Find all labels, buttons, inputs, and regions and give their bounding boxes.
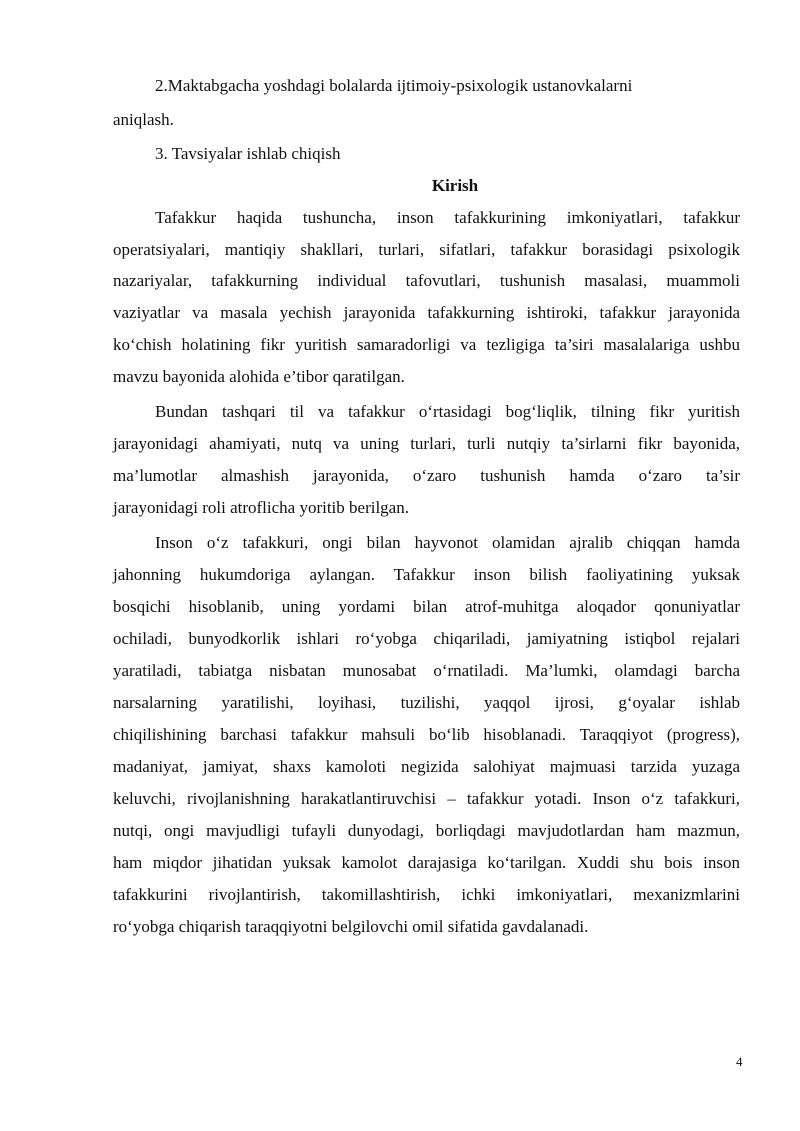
paragraph-1-line: nazariyalar, tafakkurning individual tafovutlari, tushunish masalasi, muammoli: [113, 271, 740, 290]
paragraph-1-line: Tafakkur haqida tushuncha, inson tafakkurining imkoniyatlari, tafakkur: [155, 208, 740, 227]
paragraph-3-line: keluvchi, rivojlanishning harakatlantiruvchisi – tafakkur yotadi. Inson o‘z tafakkuri,: [113, 789, 740, 808]
paragraph-3-line: ochiladi, bunyodkorlik ishlari ro‘yobga chiqariladi, jamiyatning istiqbol rejalari: [113, 629, 740, 648]
page-number: 4: [736, 1054, 743, 1069]
paragraph-1-line: ko‘chish holatining fikr yuritish samaradorligi va tezligiga ta’siri masalalariga ushbu: [113, 335, 740, 354]
paragraph-3-line: yaratiladi, tabiatga nisbatan munosabat o‘rnatiladi. Ma’lumki, olamdagi barcha: [113, 661, 740, 680]
paragraph-3-line: madaniyat, jamiyat, shaxs kamoloti negizida salohiyat majmuasi tarzida yuzaga: [113, 757, 740, 776]
paragraph-1-line: vaziyatlar va masala yechish jarayonida tafakkurning ishtiroki, tafakkur jarayonida: [113, 303, 740, 322]
paragraph-2-line: jarayonidagi roli atroflicha yoritib berilgan.: [113, 498, 409, 517]
list-item-3: 3. Tavsiyalar ishlab chiqish: [155, 144, 341, 163]
paragraph-1-line: mavzu bayonida alohida e’tibor qaratilgan.: [113, 367, 405, 386]
paragraph-2-line: Bundan tashqari til va tafakkur o‘rtasidagi bog‘liqlik, tilning fikr yuritish: [155, 402, 740, 421]
paragraph-2-line: jarayonidagi ahamiyati, nutq va uning turlari, turli nutqiy ta’sirlarni fikr bayonida,: [113, 434, 740, 453]
list-item-2: 2.Maktabgacha yoshdagi bolalarda ijtimoiy-psixologik ustanovkalarni: [155, 76, 633, 95]
paragraph-3-line: chiqilishining barchasi tafakkur mahsuli bo‘lib hisoblanadi. Taraqqiyot (progress),: [113, 725, 740, 744]
paragraph-1-line: operatsiyalari, mantiqiy shakllari, turlari, sifatlari, tafakkur borasidagi psixologik: [113, 240, 740, 259]
paragraph-3-line: narsalarning yaratilishi, loyihasi, tuzilishi, yaqqol ijrosi, g‘oyalar ishlab: [113, 693, 740, 712]
paragraph-3-line: nutqi, ongi mavjudligi tufayli dunyodagi, borliqdagi mavjudotlardan ham mazmun,: [113, 821, 740, 840]
paragraph-3-line: bosqichi hisoblanib, uning yordami bilan atrof-muhitga aloqador qonuniyatlar: [113, 597, 740, 616]
paragraph-3-line: ham miqdor jihatidan yuksak kamolot darajasiga ko‘tarilgan. Xuddi shu bois inson: [113, 853, 740, 872]
paragraph-3-line: jahonning hukumdoriga aylangan. Tafakkur inson bilish faoliyatining yuksak: [113, 565, 740, 584]
paragraph-3-line: tafakkurini rivojlantirish, takomillashtirish, ichki imkoniyatlari, mexanizmlarini: [113, 885, 740, 904]
paragraph-3-line: Inson o‘z tafakkuri, ongi bilan hayvonot olamidan ajralib chiqqan hamda: [155, 533, 740, 552]
section-title: Kirish: [431, 176, 479, 195]
list-item-2-continued: aniqlash.: [113, 110, 174, 129]
paragraph-2-line: ma’lumotlar almashish jarayonida, o‘zaro tushunish hamda o‘zaro ta’sir: [113, 466, 740, 485]
paragraph-3-line: ro‘yobga chiqarish taraqqiyotni belgilovchi omil sifatida gavdalanadi.: [113, 917, 589, 936]
